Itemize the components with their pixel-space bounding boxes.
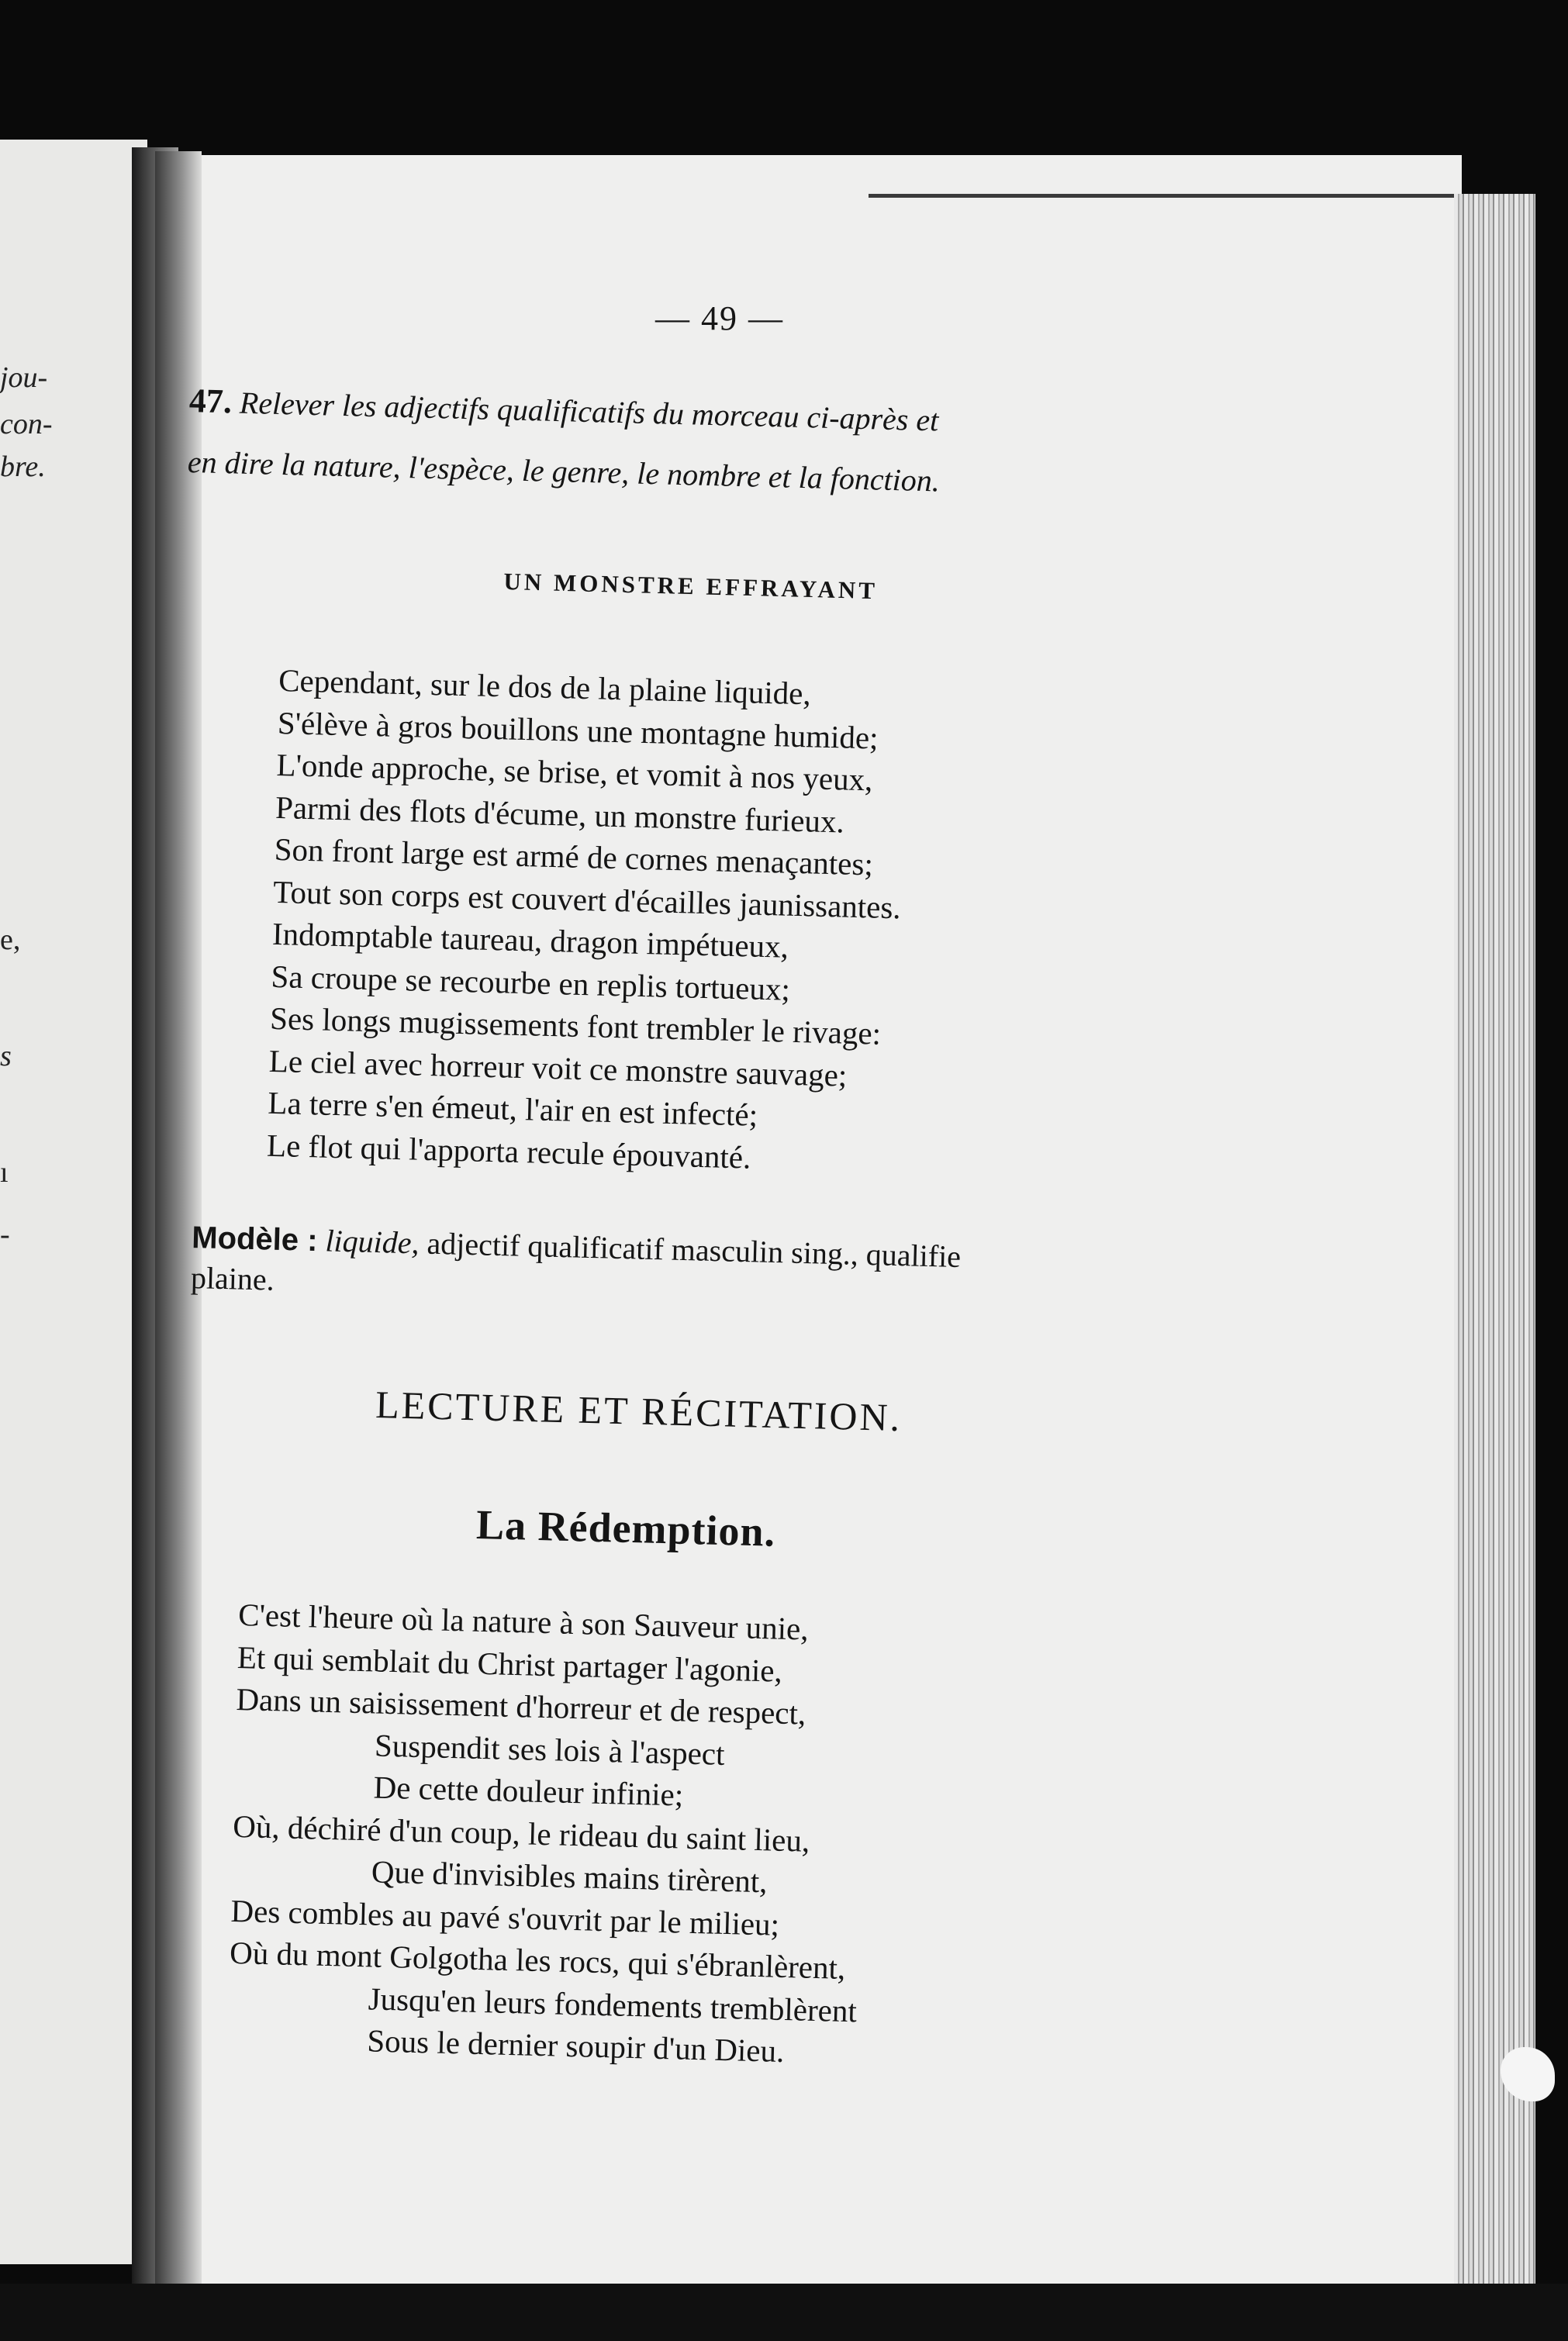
poem-line: Sa croupe se recourbe en replis tortueux; bbox=[271, 958, 791, 1007]
poem-line: La terre s'en émeut, l'air en est infecté; bbox=[267, 1084, 758, 1133]
exercise-text-line: Relever les adjectifs qualificatifs du morceau ci-après et bbox=[239, 385, 939, 438]
section-heading: LECTURE ET RÉCITATION. bbox=[375, 1382, 903, 1440]
page-edge-line bbox=[869, 194, 1458, 198]
fragment-text: s bbox=[0, 1040, 12, 1072]
poem-title: UN MONSTRE EFFRAYANT bbox=[503, 568, 879, 605]
poem-line: Sous le dernier soupir d'un Dieu. bbox=[366, 2022, 785, 2069]
exercise-text-line: en dire la nature, l'espèce, le genre, le nombre et la fonction. bbox=[187, 444, 941, 499]
stacked-page-edges bbox=[1454, 194, 1535, 2287]
model-text: plaine. bbox=[190, 1259, 275, 1297]
poem-line: Et qui semblait du Christ partager l'agonie, bbox=[237, 1638, 783, 1689]
exercise-poem bbox=[266, 659, 907, 1182]
poem-line: Suspendit ses lois à l'aspect bbox=[374, 1727, 726, 1772]
poem-line: Ses longs mugissements font trembler le rivage: bbox=[269, 1000, 882, 1051]
poem-line: Cependant, sur le dos de la plaine liquide, bbox=[278, 661, 812, 712]
poem-line: Parmi des flots d'écume, un monstre furieux. bbox=[275, 789, 845, 840]
fragment-text: e, bbox=[0, 924, 21, 956]
fragment-text: ı bbox=[0, 1156, 9, 1189]
poem-line: Où du mont Golgotha les rocs, qui s'ébranlèrent, bbox=[229, 1934, 846, 1986]
poem-line: De cette douleur infinie; bbox=[373, 1769, 684, 1813]
model-text: adjectif qualificatif masculin sing., qualifie bbox=[419, 1225, 962, 1275]
scan-background bbox=[0, 2284, 1568, 2341]
model-label: Modèle : bbox=[191, 1220, 319, 1259]
poem-line: Le ciel avec horreur voit ce monstre sauvage; bbox=[268, 1042, 848, 1093]
poem-line: Son front large est armé de cornes menaçantes; bbox=[274, 830, 874, 882]
previous-page-fragment bbox=[0, 140, 147, 2264]
poem-line: Des combles au pavé s'ouvrit par le milieu; bbox=[230, 1892, 780, 1942]
poem-line: Que d'invisibles mains tirèrent, bbox=[371, 1853, 768, 1900]
fragment-text: bre. bbox=[0, 451, 46, 483]
reading-poem bbox=[227, 1593, 867, 2074]
poem-line: Le flot qui l'apporta recule épouvanté. bbox=[266, 1127, 751, 1176]
page-number: — 49 — bbox=[655, 299, 784, 337]
poem-line: Indomptable taureau, dragon impétueux, bbox=[271, 915, 789, 965]
exercise-number: 47. bbox=[188, 381, 233, 421]
poem-line: Tout son corps est couvert d'écailles jaunissantes. bbox=[272, 873, 902, 925]
poem-line: Dans un saisissement d'horreur et de respect, bbox=[235, 1680, 806, 1732]
poem-line: L'onde approche, se brise, et vomit à nos yeux, bbox=[275, 746, 873, 798]
poem-line: Jusqu'en leurs fondements tremblèrent bbox=[368, 1980, 858, 2029]
reading-title: La Rédemption. bbox=[475, 1500, 776, 1555]
fragment-text: jou- bbox=[0, 361, 48, 394]
poem-line: Où, déchiré d'un coup, le rideau du saint lieu, bbox=[232, 1808, 810, 1859]
exercise-instruction bbox=[187, 371, 942, 511]
fragment-text: - bbox=[0, 1218, 10, 1251]
poem-line: S'élève à gros bouillons une montagne humide; bbox=[277, 704, 879, 756]
model-word: liquide, bbox=[324, 1223, 420, 1261]
poem-line: C'est l'heure où la nature à son Sauveur unie, bbox=[237, 1596, 810, 1647]
fragment-text: con- bbox=[0, 408, 53, 440]
